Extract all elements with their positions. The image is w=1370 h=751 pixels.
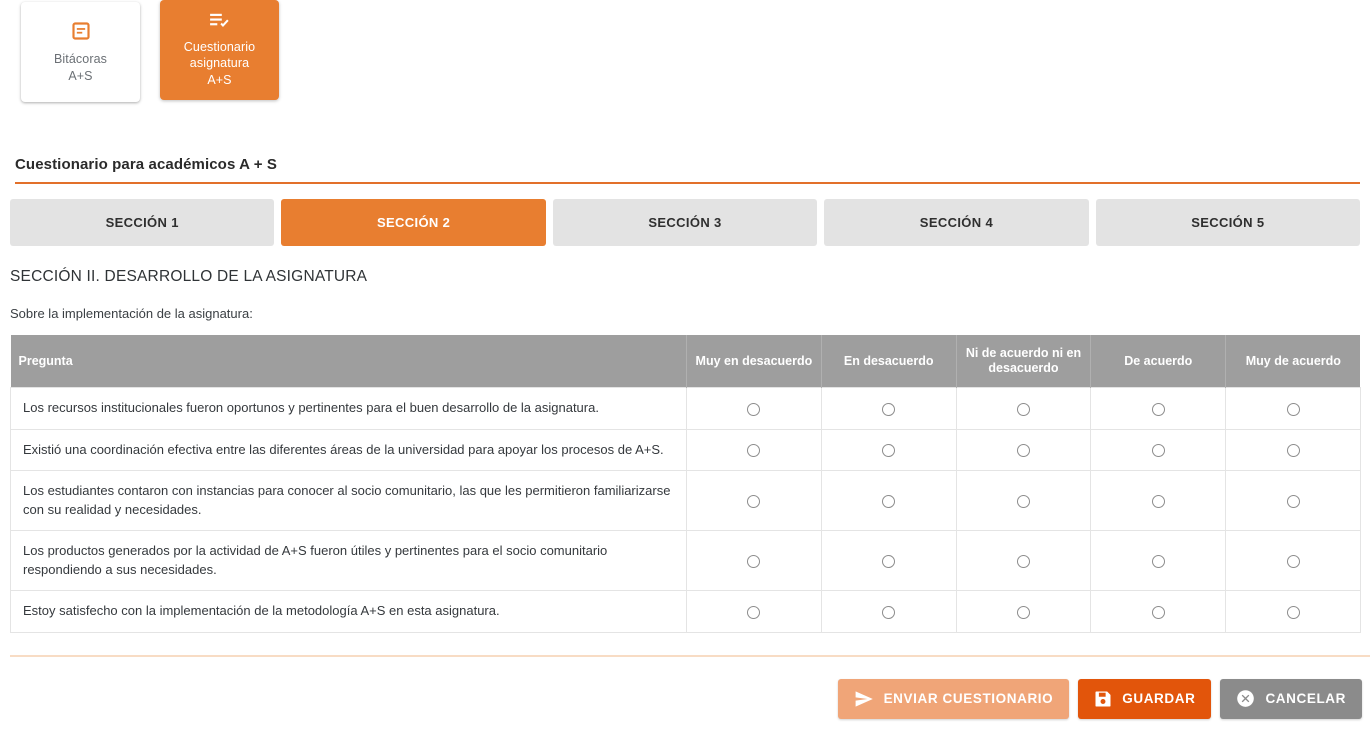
table-row <box>11 471 1361 531</box>
guardar-button[interactable] <box>1078 679 1211 719</box>
question-text: Estoy satisfecho con la implementación de la metodología A+S en esta asignatura. <box>11 591 687 633</box>
note-icon <box>71 18 91 44</box>
radio-cell-ni-de-acuerdo[interactable] <box>956 388 1091 430</box>
radio-cell-muy-de-acuerdo[interactable] <box>1226 429 1361 471</box>
radio-button[interactable] <box>1017 403 1030 416</box>
radio-cell-de-acuerdo[interactable] <box>1091 471 1226 531</box>
column-header-pregunta: Pregunta <box>11 335 687 388</box>
column-header-ni-de-acuerdo: Ni de acuerdo ni en desacuerdo <box>956 335 1091 388</box>
module-card-cuestionario-label-3: A+S <box>207 72 232 87</box>
tab-seccion-1[interactable]: SECCIÓN 1 <box>10 199 274 246</box>
radio-button[interactable] <box>1287 444 1300 457</box>
radio-cell-muy-de-acuerdo[interactable] <box>1226 471 1361 531</box>
radio-cell-en-desacuerdo[interactable] <box>821 388 956 430</box>
column-header-en-desacuerdo: En desacuerdo <box>821 335 956 388</box>
radio-button[interactable] <box>747 495 760 508</box>
module-card-cuestionario-label-1: Cuestionario <box>183 39 256 54</box>
radio-button[interactable] <box>882 444 895 457</box>
column-header-muy-en-desacuerdo: Muy en desacuerdo <box>687 335 822 388</box>
tab-seccion-2[interactable]: SECCIÓN 2 <box>281 199 545 246</box>
module-card-cuestionario-label-2: asignatura <box>189 56 250 70</box>
playlist-check-icon <box>209 10 231 32</box>
tab-seccion-4[interactable]: SECCIÓN 4 <box>824 199 1088 246</box>
radio-button[interactable] <box>1152 555 1165 568</box>
radio-button[interactable] <box>1287 495 1300 508</box>
radio-cell-muy-de-acuerdo[interactable] <box>1226 531 1361 591</box>
radio-button[interactable] <box>1152 444 1165 457</box>
module-card-bitacoras[interactable] <box>21 2 140 102</box>
radio-button[interactable] <box>747 444 760 457</box>
radio-cell-ni-de-acuerdo[interactable] <box>956 429 1091 471</box>
send-icon <box>854 691 874 707</box>
radio-cell-muy-en-desacuerdo[interactable] <box>687 591 822 633</box>
tab-seccion-5[interactable]: SECCIÓN 5 <box>1096 199 1360 246</box>
radio-cell-en-desacuerdo[interactable] <box>821 531 956 591</box>
radio-cell-ni-de-acuerdo[interactable] <box>956 471 1091 531</box>
form-actions <box>0 679 1362 719</box>
radio-cell-muy-en-desacuerdo[interactable] <box>687 429 822 471</box>
radio-button[interactable] <box>882 555 895 568</box>
radio-button[interactable] <box>747 555 760 568</box>
module-card-cuestionario-asignatura[interactable] <box>160 0 279 100</box>
tab-seccion-3[interactable]: SECCIÓN 3 <box>553 199 817 246</box>
page-title: Cuestionario para académicos A + S <box>15 156 277 173</box>
radio-button[interactable] <box>1017 606 1030 619</box>
survey-table-body <box>11 388 1361 633</box>
cancelar-label: CANCELAR <box>1265 691 1346 706</box>
radio-button[interactable] <box>1017 495 1030 508</box>
title-divider <box>15 182 1360 184</box>
radio-button[interactable] <box>1287 555 1300 568</box>
section-heading: SECCIÓN II. DESARROLLO DE LA ASIGNATURA <box>10 268 368 285</box>
radio-button[interactable] <box>747 606 760 619</box>
radio-button[interactable] <box>1017 555 1030 568</box>
survey-table-head <box>11 335 1361 388</box>
radio-cell-muy-en-desacuerdo[interactable] <box>687 531 822 591</box>
table-row <box>11 531 1361 591</box>
table-row <box>11 591 1361 633</box>
section-subheading: Sobre la implementación de la asignatura: <box>10 306 253 321</box>
module-cards <box>0 0 1370 110</box>
radio-cell-muy-de-acuerdo[interactable] <box>1226 388 1361 430</box>
radio-cell-ni-de-acuerdo[interactable] <box>956 531 1091 591</box>
question-text: Los estudiantes contaron con instancias para conocer al socio comunitario, las que les permitieron familiarizarse con su realidad y necesidades. <box>11 471 687 531</box>
radio-button[interactable] <box>1152 495 1165 508</box>
footer-divider <box>10 655 1370 657</box>
module-card-bitacoras-label-1: Bitácoras <box>53 52 107 66</box>
question-text: Los productos generados por la actividad de A+S fueron útiles y pertinentes para el socio comunitario respondiendo a sus necesidades. <box>11 531 687 591</box>
radio-button[interactable] <box>1287 403 1300 416</box>
radio-button[interactable] <box>1287 606 1300 619</box>
radio-button[interactable] <box>1152 403 1165 416</box>
question-text: Los recursos institucionales fueron oportunos y pertinentes para el buen desarrollo de la asignatura. <box>11 388 687 430</box>
radio-cell-de-acuerdo[interactable] <box>1091 429 1226 471</box>
radio-cell-muy-en-desacuerdo[interactable] <box>687 388 822 430</box>
cancel-circle-icon <box>1236 689 1255 708</box>
radio-button[interactable] <box>882 403 895 416</box>
radio-cell-en-desacuerdo[interactable] <box>821 429 956 471</box>
radio-cell-en-desacuerdo[interactable] <box>821 471 956 531</box>
question-text: Existió una coordinación efectiva entre las diferentes áreas de la universidad para apoyar los procesos de A+S. <box>11 429 687 471</box>
survey-table <box>10 335 1361 633</box>
survey-header-row <box>11 335 1361 388</box>
radio-button[interactable] <box>1017 444 1030 457</box>
page-title-section <box>0 156 1370 184</box>
enviar-cuestionario-label: ENVIAR CUESTIONARIO <box>883 691 1054 706</box>
guardar-label: GUARDAR <box>1122 691 1196 706</box>
radio-cell-muy-de-acuerdo[interactable] <box>1226 591 1361 633</box>
column-header-muy-de-acuerdo: Muy de acuerdo <box>1226 335 1361 388</box>
radio-button[interactable] <box>882 495 895 508</box>
radio-cell-de-acuerdo[interactable] <box>1091 591 1226 633</box>
enviar-cuestionario-button[interactable] <box>838 679 1070 719</box>
radio-cell-en-desacuerdo[interactable] <box>821 591 956 633</box>
radio-cell-de-acuerdo[interactable] <box>1091 531 1226 591</box>
save-icon <box>1094 690 1112 708</box>
cancelar-button[interactable] <box>1220 679 1362 719</box>
radio-button[interactable] <box>882 606 895 619</box>
column-header-de-acuerdo: De acuerdo <box>1091 335 1226 388</box>
radio-cell-ni-de-acuerdo[interactable] <box>956 591 1091 633</box>
radio-button[interactable] <box>747 403 760 416</box>
table-row <box>11 388 1361 430</box>
radio-cell-muy-en-desacuerdo[interactable] <box>687 471 822 531</box>
module-card-bitacoras-label-2: A+S <box>68 68 93 83</box>
radio-button[interactable] <box>1152 606 1165 619</box>
table-row <box>11 429 1361 471</box>
section-tabs <box>10 199 1360 246</box>
survey-table-wrapper <box>10 335 1360 633</box>
radio-cell-de-acuerdo[interactable] <box>1091 388 1226 430</box>
